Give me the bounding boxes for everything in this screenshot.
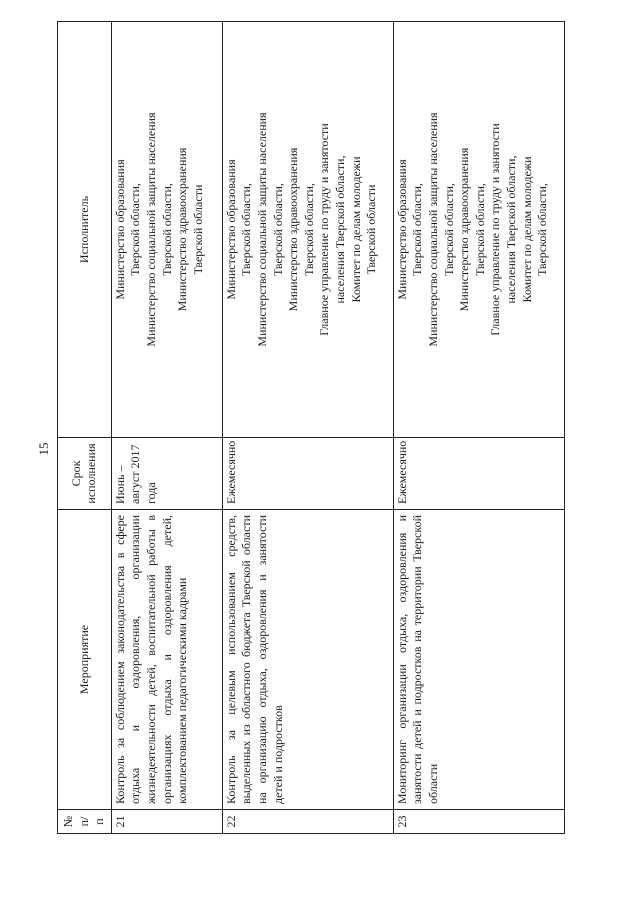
executor-line: Комитет по делам молодежи: [348, 156, 363, 303]
row-number: 21: [111, 810, 222, 834]
executor-line: Тверской области,: [270, 183, 285, 276]
executor-line: Министерство социальной защиты населения: [254, 112, 269, 347]
row-number: 23: [393, 810, 564, 834]
executor-line: населения Тверской области,: [503, 155, 518, 304]
activities-table: [57, 21, 565, 834]
row-executor: [222, 22, 393, 438]
executor-line: Тверской области,: [472, 183, 487, 276]
executor-line: Тверской области,: [159, 183, 174, 276]
header-term: Срок исполнения: [58, 438, 112, 510]
row-number: 22: [222, 810, 393, 834]
executor-line: Министерство образования: [112, 159, 127, 300]
row-executor: [111, 22, 222, 438]
executor-line: Тверской области,: [239, 183, 254, 276]
row-term: Июнь – август 2017 года: [111, 438, 222, 510]
executor-line: Министерство образования: [394, 159, 409, 300]
executor-line: Министерство здравоохранения: [286, 147, 301, 312]
header-number: № п/п: [58, 810, 112, 834]
executor-line: Министерство социальной защиты населения: [425, 112, 440, 347]
header-activity: Мероприятие: [58, 510, 112, 810]
row-activity: Контроль за целевым использованием средств, выделенных из областного бюджета Тверской области на организацию отдыха, оздоровления и занятости детей и подростков: [222, 510, 393, 810]
executor-line: Главное управление по труду и занятости: [488, 123, 503, 336]
executor-line: Тверской области,: [410, 183, 425, 276]
executor-line: Комитет по делам молодежи: [519, 156, 534, 303]
executor-line: Тверской области,: [301, 183, 316, 276]
page-number: 15: [36, 442, 51, 456]
executor-line: Министерство образования: [223, 159, 238, 300]
table-row: [222, 22, 393, 834]
executor-line: Главное управление по труду и занятости: [317, 123, 332, 336]
executor-line: Министерство здравоохранения: [457, 147, 472, 312]
row-activity: Контроль за соблюдением законодательства в сфере отдыха и оздоровления, организации жизнедеятельности детей, воспитательной работы в организациях отдыха и оздоровления детей, комплектованием педагогическими кадрами: [111, 510, 222, 810]
table-header-row: [58, 22, 112, 834]
executor-line: Министерство социальной защиты населения: [143, 112, 158, 347]
executor-line: населения Тверской области,: [332, 155, 347, 304]
executor-line: Тверской области,: [441, 183, 456, 276]
executor-line: Тверской области,: [535, 183, 550, 276]
header-executor: Исполнитель: [58, 22, 112, 438]
row-term: Ежемесячно: [393, 438, 564, 510]
row-term: Ежемесячно: [222, 438, 393, 510]
table-row: [111, 22, 222, 834]
executor-line: Тверской области: [190, 184, 205, 275]
row-activity: Мониторинг организации отдыха, оздоровления и занятости детей и подростков на территории Тверской области: [393, 510, 564, 810]
executor-line: Министерство здравоохранения: [175, 147, 190, 312]
row-executor: [393, 22, 564, 438]
executor-line: Тверской области: [364, 184, 379, 275]
table-row: [393, 22, 564, 834]
executor-line: Тверской области,: [128, 183, 143, 276]
